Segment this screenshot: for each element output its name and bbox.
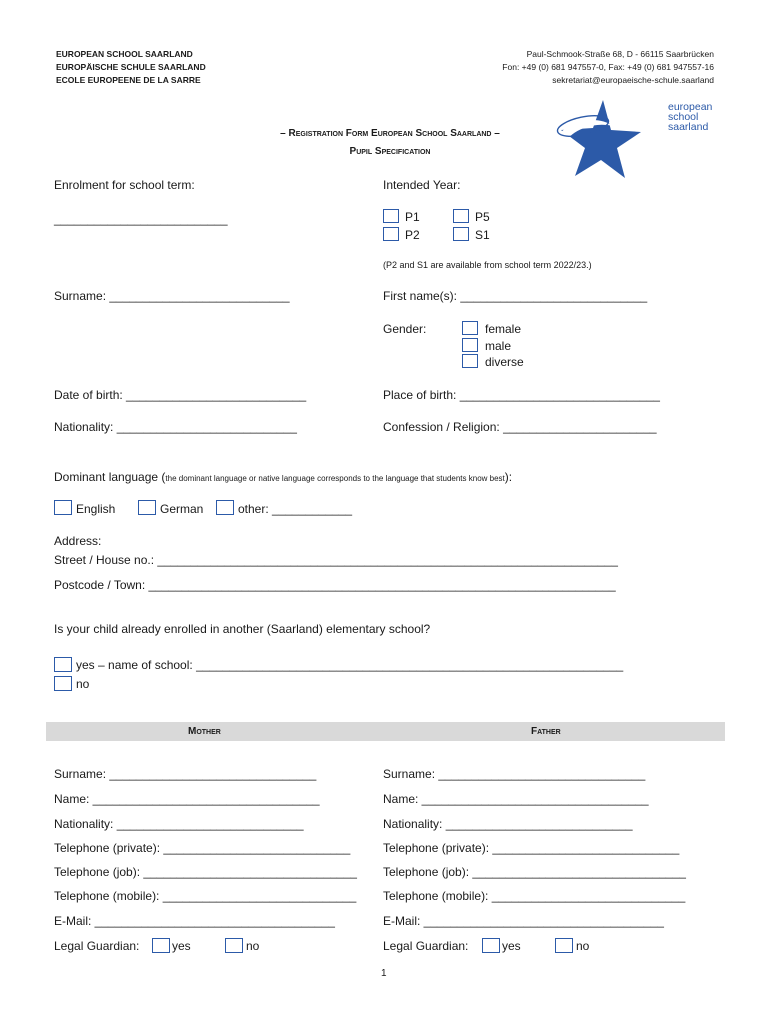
father-guardian-yes-label: yes — [502, 939, 521, 953]
mother-phone-job-field[interactable]: Telephone (job): ________________________________ — [54, 865, 357, 879]
mother-name-field[interactable]: Name: __________________________________ — [54, 792, 320, 806]
pupil-nationality-field[interactable]: Nationality: ___________________________ — [54, 420, 297, 434]
mother-heading: Mother — [188, 726, 221, 737]
gender-label: Gender: — [383, 322, 427, 336]
checkbox-p2[interactable] — [383, 227, 399, 241]
checkbox-enrolled-no[interactable] — [54, 676, 72, 691]
option-p1-label: P1 — [405, 210, 420, 224]
enrolment-term-field[interactable]: __________________________ — [54, 212, 228, 226]
page-number: 1 — [381, 968, 387, 979]
form-subtitle: Pupil Specification — [349, 146, 431, 157]
address-label: Address: — [54, 534, 102, 548]
checkbox-p5[interactable] — [453, 209, 469, 223]
contact-address: Paul-Schmook-Straße 68, D - 66115 Saarbrücken — [526, 49, 714, 59]
father-heading: Father — [531, 726, 561, 737]
dominant-language-note: the dominant language or native language corresponds to the language that students know best — [165, 474, 505, 483]
enrolment-label: Enrolment for school term: — [54, 178, 195, 192]
father-guardian-no-label: no — [576, 939, 590, 953]
language-german-label: German — [160, 502, 204, 516]
contact-phone: Fon: +49 (0) 681 947557-0, Fax: +49 (0) 681 947557-16 — [502, 62, 714, 72]
checkbox-diverse[interactable] — [462, 354, 478, 368]
checkbox-mother-guardian-yes[interactable] — [152, 938, 170, 953]
date-of-birth-field[interactable]: Date of birth: ___________________________ — [54, 388, 307, 402]
checkbox-male[interactable] — [462, 338, 478, 352]
checkbox-p1[interactable] — [383, 209, 399, 223]
father-name-field[interactable]: Name: __________________________________ — [383, 792, 649, 806]
parents-header-bar — [46, 722, 725, 741]
gender-female-label: female — [485, 322, 522, 336]
street-field[interactable]: Street / House no.: _____________________________________________________________________ — [54, 553, 618, 567]
checkbox-s1[interactable] — [453, 227, 469, 241]
father-nationality-field[interactable]: Nationality: ____________________________ — [383, 817, 633, 831]
intended-year-label: Intended Year: — [383, 178, 461, 192]
option-p2-label: P2 — [405, 228, 420, 242]
gender-diverse-label: diverse — [485, 355, 524, 369]
mother-phone-private-field[interactable]: Telephone (private): ____________________________ — [54, 841, 351, 855]
father-phone-mobile-field[interactable]: Telephone (mobile): _____________________________ — [383, 889, 686, 903]
logo-wordmark: european school saarland — [668, 101, 713, 133]
star-logo-icon — [555, 96, 645, 182]
year-availability-note: (P2 and S1 are available from school term 2022/23.) — [383, 260, 592, 270]
place-of-birth-field[interactable]: Place of birth: ______________________________ — [383, 388, 660, 402]
enrolled-question: Is your child already enrolled in another (Saarland) elementary school? — [54, 622, 431, 636]
checkbox-mother-guardian-no[interactable] — [225, 938, 243, 953]
mother-email-field[interactable]: E-Mail: ____________________________________ — [54, 914, 335, 928]
father-legal-guardian-label: Legal Guardian: — [383, 939, 469, 953]
mother-guardian-no-label: no — [246, 939, 260, 953]
father-phone-job-field[interactable]: Telephone (job): ________________________________ — [383, 865, 686, 879]
father-phone-private-field[interactable]: Telephone (private): ____________________________ — [383, 841, 680, 855]
mother-nationality-field[interactable]: Nationality: ____________________________ — [54, 817, 304, 831]
school-logo — [555, 96, 720, 182]
checkbox-father-guardian-no[interactable] — [555, 938, 573, 953]
checkbox-enrolled-yes[interactable] — [54, 657, 72, 672]
language-english-label: English — [76, 502, 116, 516]
postcode-town-field[interactable]: Postcode / Town: ______________________________________________________________________ — [54, 578, 616, 592]
religion-field[interactable]: Confession / Religion: _______________________ — [383, 420, 657, 434]
language-other-field[interactable]: other: ____________ — [238, 502, 353, 516]
checkbox-english[interactable] — [54, 500, 72, 515]
contact-header — [502, 48, 714, 87]
mother-guardian-yes-label: yes — [172, 939, 191, 953]
father-email-field[interactable]: E-Mail: ____________________________________ — [383, 914, 664, 928]
school-name-de: EUROPÄISCHE SCHULE SAARLAND — [56, 62, 206, 72]
gender-male-label: male — [485, 339, 512, 353]
checkbox-female[interactable] — [462, 321, 478, 335]
checkbox-father-guardian-yes[interactable] — [482, 938, 500, 953]
option-s1-label: S1 — [475, 228, 490, 242]
enrolled-yes-school-field[interactable]: yes – name of school: ________________________________________________________________ — [76, 658, 624, 672]
school-name-fr: ECOLE EUROPEENE DE LA SARRE — [56, 75, 201, 85]
pupil-first-names-field[interactable]: First name(s): ____________________________ — [383, 289, 648, 303]
contact-email: sekretariat@europaeische-schule.saarland — [552, 75, 714, 85]
option-p5-label: P5 — [475, 210, 490, 224]
mother-legal-guardian-label: Legal Guardian: — [54, 939, 140, 953]
father-surname-field[interactable]: Surname: _______________________________ — [383, 767, 646, 781]
mother-surname-field[interactable]: Surname: _______________________________ — [54, 767, 317, 781]
school-name-en: EUROPEAN SCHOOL SAARLAND — [56, 49, 193, 59]
form-title: – Registration Form European School Saarland – — [280, 128, 500, 139]
pupil-surname-field[interactable]: Surname: ___________________________ — [54, 289, 290, 303]
checkbox-german[interactable] — [138, 500, 156, 515]
dominant-language-label: Dominant language (the dominant language or native language corresponds to the language that students know best): — [54, 470, 513, 484]
checkbox-other-language[interactable] — [216, 500, 234, 515]
mother-phone-mobile-field[interactable]: Telephone (mobile): _____________________________ — [54, 889, 357, 903]
school-name-header — [56, 48, 206, 87]
enrolled-no-label: no — [76, 677, 90, 691]
